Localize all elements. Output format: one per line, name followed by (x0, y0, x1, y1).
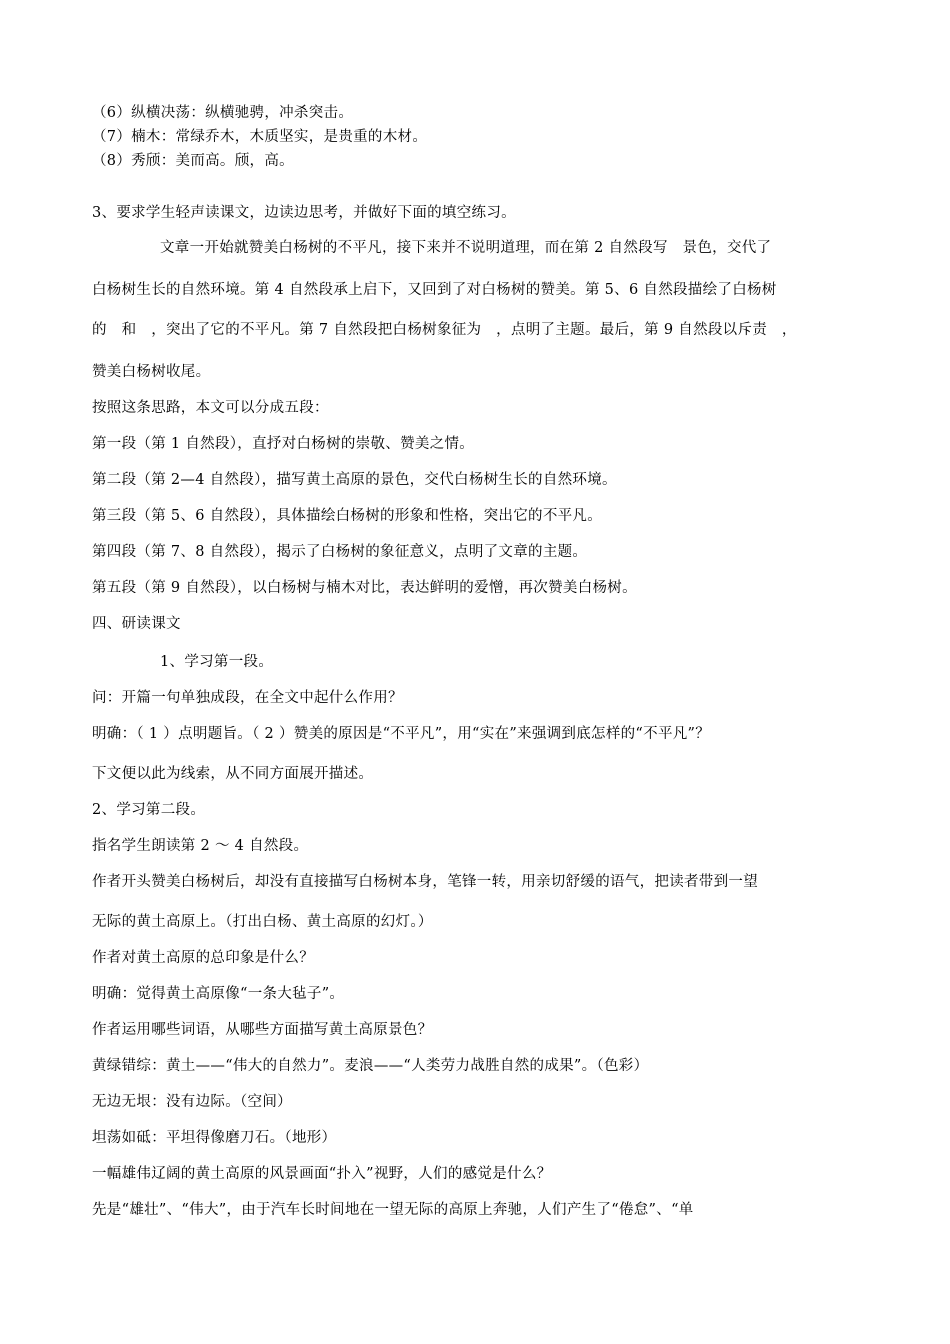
text-line: 黄绿错综：黄土——“伟大的自然力”。麦浪——“人类劳力战胜自然的成果”。（色彩） (92, 1058, 649, 1074)
section-heading: 四、研读课文 (92, 616, 181, 632)
text-line: 明确：觉得黄土高原像“一条大毡子”。 (92, 986, 345, 1002)
text-line: 3、要求学生轻声读课文，边读边思考，并做好下面的填空练习。 (92, 205, 516, 221)
text-line: （7）楠木：常绿乔木，木质坚实，是贵重的木材。 (92, 129, 428, 145)
text-line: 赞美白杨树收尾。 (92, 364, 211, 380)
text-line: 第五段（第 9 自然段），以白杨树与楠木对比，表达鲜明的爱憎，再次赞美白杨树。 (92, 580, 637, 596)
text-line: 无边无垠：没有边际。（空间） (92, 1094, 292, 1110)
text-line: 下文便以此为线索，从不同方面展开描述。 (92, 766, 374, 782)
text-line: 明确：（ 1 ）点明题旨。（ 2 ）赞美的原因是“不平凡”，用“实在”来强调到底怎样的“不平凡”？ (92, 726, 711, 742)
text-line: 先是“雄壮”、“伟大”，由于汽车长时间地在一望无际的高原上奔驰，人们产生了“倦怠”、“单 (92, 1202, 694, 1218)
subsection-heading: 1、学习第一段。 (160, 654, 274, 670)
text-line: 问：开篇一句单独成段，在全文中起什么作用？ (92, 690, 403, 706)
text-line: 第二段（第 2—4 自然段），描写黄土高原的景色，交代白杨树生长的自然环境。 (92, 472, 617, 488)
text-line: 作者开头赞美白杨树后，却没有直接描写白杨树本身，笔锋一转，用亲切舒缓的语气，把读者带到一望 (92, 874, 758, 890)
text-line: 无际的黄土高原上。（打出白杨、黄土高原的幻灯。） (92, 914, 433, 930)
text-line: 作者运用哪些词语，从哪些方面描写黄土高原景色？ (92, 1022, 433, 1038)
text-line: 作者对黄土高原的总印象是什么？ (92, 950, 314, 966)
text-line: （6）纵横决荡：纵横驰骋，冲杀突击。 (92, 105, 354, 121)
text-line: （8）秀颀：美而高。颀，高。 (92, 153, 294, 169)
text-line: 按照这条思路，本文可以分成五段： (92, 400, 329, 416)
text-line: 第三段（第 5、6 自然段），具体描绘白杨树的形象和性格，突出它的不平凡。 (92, 508, 603, 524)
subsection-heading: 2、学习第二段。 (92, 802, 206, 818)
text-line: 白杨树生长的自然环境。第 4 自然段承上启下，又回到了对白杨树的赞美。第 5、6 自然段描绘了白杨树 (92, 282, 777, 298)
text-line: 第四段（第 7、8 自然段），揭示了白杨树的象征意义，点明了文章的主题。 (92, 544, 588, 560)
text-line: 的 和 ，突出了它的不平凡。第 7 自然段把白杨树象征为 ，点明了主题。最后，第 9 自然段以斥责 ， (92, 322, 797, 338)
text-line: 第一段（第 1 自然段），直抒对白杨树的崇敬、赞美之情。 (92, 436, 475, 452)
text-line: 文章一开始就赞美白杨树的不平凡，接下来并不说明道理，而在第 2 自然段写 景色，交代了 (160, 240, 772, 256)
text-line: 指名学生朗读第 2 ～ 4 自然段。 (92, 838, 309, 854)
text-line: 一幅雄伟辽阔的黄土高原的风景画面“扑入”视野，人们的感觉是什么？ (92, 1166, 552, 1182)
text-line: 坦荡如砥：平坦得像磨刀石。（地形） (92, 1130, 337, 1146)
